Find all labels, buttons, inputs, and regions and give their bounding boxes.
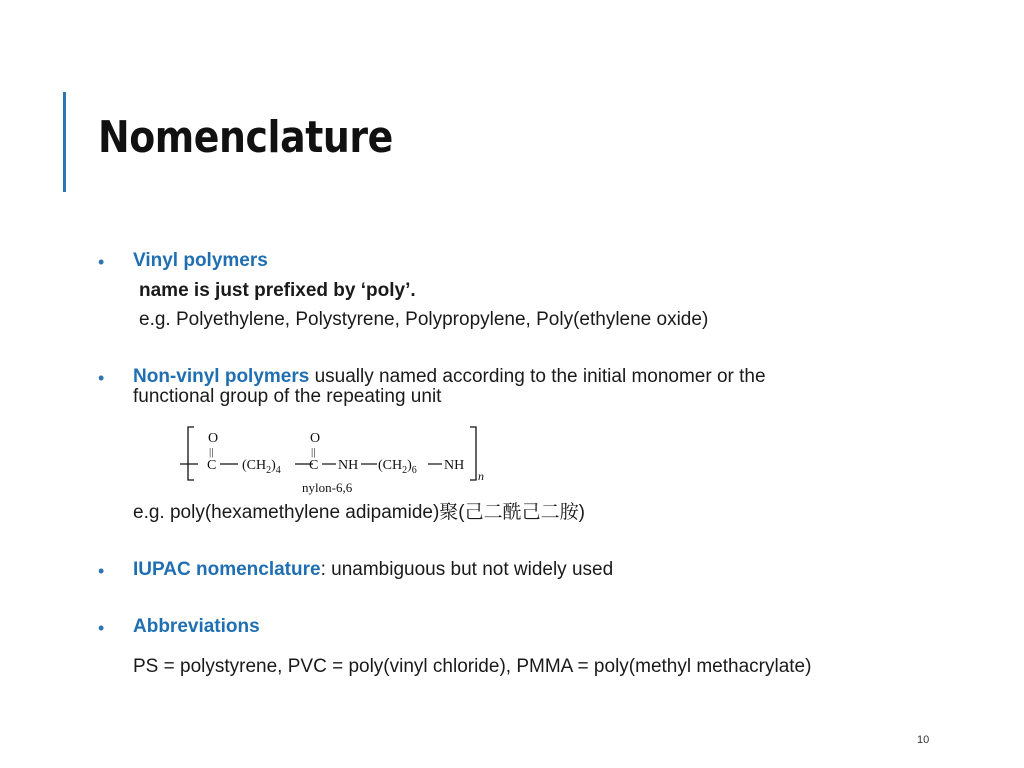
- slide-title: Nomenclature: [98, 112, 393, 163]
- oxygen-2: O: [310, 431, 321, 446]
- ch2-group-1: $(CH_2)_4$: [242, 458, 281, 476]
- title-accent-bar: [63, 92, 66, 192]
- nh-group-2: NH: [444, 458, 465, 473]
- abbrev-heading: Abbreviations: [133, 616, 260, 637]
- right-bracket: [470, 427, 476, 480]
- double-bond-2: ||: [311, 446, 316, 458]
- nonvinyl-line1: [133, 366, 766, 388]
- bullet-iupac: •: [98, 561, 105, 581]
- nonvinyl-heading: Non-vinyl polymers: [133, 366, 310, 387]
- vinyl-line1: name is just prefixed by ‘poly’.: [139, 280, 416, 301]
- iupac-heading: IUPAC nomenclature: [133, 559, 321, 580]
- ch2-group-2: $(CH_2)_6$: [378, 458, 417, 476]
- iupac-text: : unambiguous but not widely used: [320, 559, 614, 580]
- repeat-n: n: [478, 469, 484, 483]
- structure-caption: nylon-6,6: [302, 480, 353, 495]
- vinyl-heading: Vinyl polymers: [133, 250, 268, 271]
- nonvinyl-example: e.g. poly(hexamethylene adipamide)聚(己二酰己二胺): [133, 502, 585, 523]
- oxygen-1: O: [208, 431, 219, 446]
- page-number: 10: [917, 734, 930, 746]
- nonvinyl-line2: functional group of the repeating unit: [133, 386, 442, 407]
- bullet-vinyl: •: [98, 252, 105, 272]
- abbrev-text: PS = polystyrene, PVC = poly(vinyl chloride), PMMA = poly(methyl methacrylate): [133, 656, 812, 677]
- left-bracket: [188, 427, 194, 480]
- bullet-nonvinyl: •: [98, 368, 105, 388]
- nonvinyl-text1: usually named according to the initial monomer or the: [309, 366, 766, 387]
- vinyl-line2: e.g. Polyethylene, Polystyrene, Polypropylene, Poly(ethylene oxide): [139, 309, 709, 330]
- nh-group-1: NH: [338, 458, 359, 473]
- iupac-line: [133, 559, 613, 581]
- double-bond-1: ||: [209, 446, 214, 458]
- carbon-1: C: [207, 458, 217, 473]
- bullet-abbrev: •: [98, 618, 105, 638]
- carbon-2: C: [309, 458, 319, 473]
- nylon-structure-diagram: [180, 424, 510, 496]
